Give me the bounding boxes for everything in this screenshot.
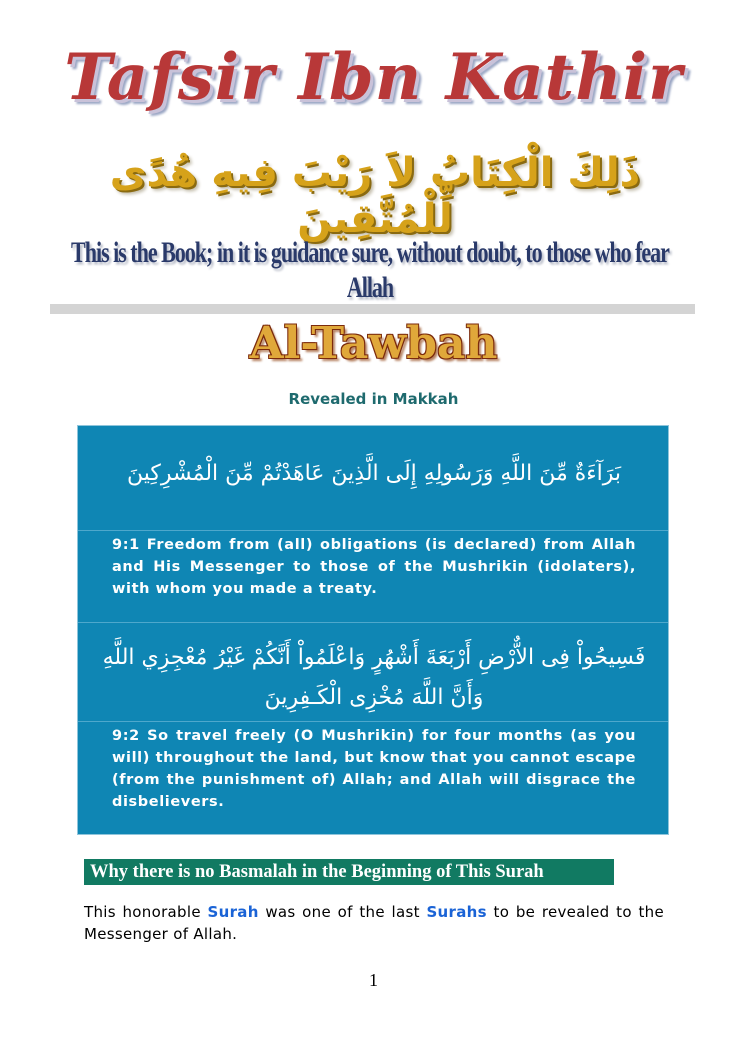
verse-2-arabic: فَسِيحُواْ فِى الاٌّرْضِ أَرْبَعَةَ أَشْهُرٍ وَاعْلَمُواْ أَنَّكُمْ غَيْرُ مُعْجِزِي اللَّهِ وَأَنَّ اللَّهَ مُخْزِى الْكَـفِرِينَ	[102, 645, 646, 710]
para-text: was one of the last	[258, 903, 427, 921]
surah-term: Surah	[207, 903, 259, 921]
para-text: This honorable	[84, 903, 208, 921]
book-title: Tafsir Ibn Kathir	[64, 40, 683, 115]
section-heading: Why there is no Basmalah in the Beginning of This Surah	[84, 859, 614, 885]
header-divider	[50, 304, 695, 314]
verse-1-arabic: بَرَآءَةٌ مِّنَ اللَّهِ وَرَسُولِهِ إِلَى الَّذِينَ عَاهَدْتُمْ مِّنَ الْمُشْرِكِينَ	[127, 461, 621, 486]
surah-title: Al-Tawbah	[249, 318, 498, 369]
page-number: 1	[369, 970, 378, 990]
tagline: This is the Book; in it is guidance sure, without doubt, to those who fear Allah	[71, 234, 669, 304]
verse-1-translation: 9:1 Freedom from (all) obligations (is declared) from Allah and His Messenger to those of the Mushrikin (idolaters), with whom you made a treaty.	[112, 537, 636, 597]
revealed-location: Revealed in Makkah	[288, 390, 459, 408]
verse-divider	[78, 721, 668, 722]
body-paragraph	[84, 901, 664, 945]
verse-box	[77, 425, 669, 835]
verse-divider	[78, 530, 668, 531]
para-text: to be revealed to the Messenger of Allah.	[84, 903, 664, 943]
verse-2-translation: 9:2 So travel freely (O Mushrikin) for four months (as you will) throughout the land, but know that you cannot escape (from the punishment of) Allah; and Allah will disgrace the disbelievers.	[112, 728, 636, 810]
verse-divider	[78, 622, 668, 623]
surahs-term: Surahs	[426, 903, 487, 921]
arabic-banner: ذَلِكَ الْكِتَابُ لاَ رَيْبَ فِيهِ هُدًى لِّلْمُتَّقِينَ	[109, 150, 641, 242]
